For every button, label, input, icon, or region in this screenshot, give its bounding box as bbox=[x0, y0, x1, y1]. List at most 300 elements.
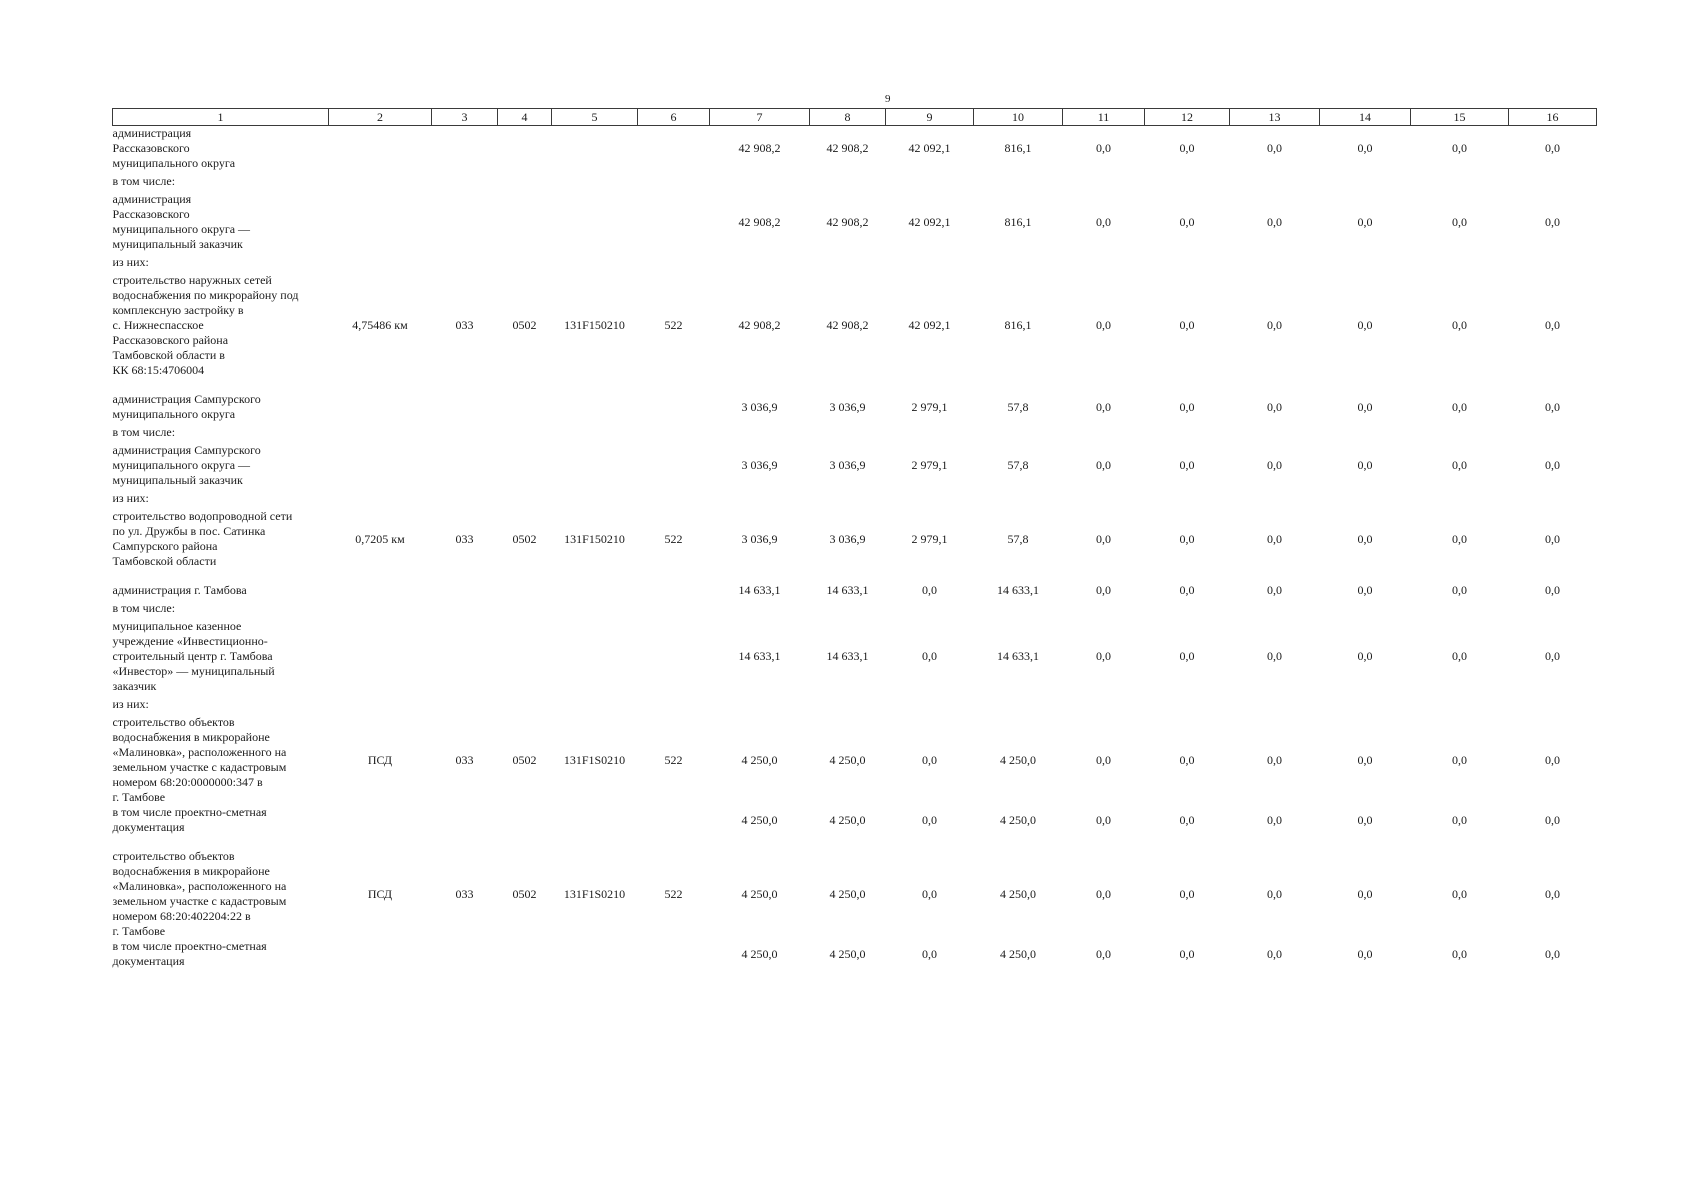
value-cell-col-15: 0,0 bbox=[1452, 531, 1467, 546]
row-name-cell bbox=[113, 583, 329, 598]
row-name-line: Рассказовского bbox=[112, 207, 190, 221]
table-row bbox=[113, 273, 1597, 378]
value-cell-col-13: 0,0 bbox=[1267, 752, 1282, 767]
value-cell-col-5: 131F1S0210 bbox=[563, 886, 626, 901]
value-cell-col-7: 4 250,0 bbox=[741, 886, 778, 901]
row-name-line: документация bbox=[112, 820, 185, 834]
value-cell-col-5 bbox=[552, 192, 638, 252]
row-name-line: строительство объектов bbox=[112, 849, 235, 863]
value-cell-col-13: 0,0 bbox=[1267, 399, 1282, 414]
value-cell-col-2: ПСД bbox=[367, 752, 393, 767]
value-cell-col-4: 0502 bbox=[512, 531, 537, 546]
value-cell-col-9: 0,0 bbox=[922, 946, 937, 961]
row-name-cell bbox=[113, 171, 329, 192]
table-row bbox=[113, 939, 1597, 969]
row-name-line: из них: bbox=[112, 491, 149, 505]
value-cell-col-14: 0,0 bbox=[1357, 649, 1373, 663]
value-cell-col-12: 0,0 bbox=[1179, 752, 1195, 767]
budget-table bbox=[112, 108, 1597, 969]
value-cell-col-4 bbox=[498, 939, 552, 969]
header-cell: 8 bbox=[810, 109, 886, 126]
value-cell-col-8: 3 036,9 bbox=[829, 399, 866, 414]
value-cell-col-13: 0,0 bbox=[1267, 946, 1282, 961]
value-cell-col-8: 4 250,0 bbox=[829, 886, 866, 901]
value-cell-col-5 bbox=[552, 252, 638, 273]
value-cell-col-8: 4 250,0 bbox=[829, 812, 866, 827]
value-cell-col-15 bbox=[1411, 252, 1509, 273]
spacer-row bbox=[113, 378, 1597, 392]
value-cell-col-15: 0,0 bbox=[1452, 141, 1467, 155]
value-cell-col-16 bbox=[1509, 598, 1597, 619]
value-cell-col-13: 0,0 bbox=[1267, 886, 1282, 901]
value-cell-col-10 bbox=[974, 171, 1063, 192]
value-cell-col-9 bbox=[886, 488, 974, 509]
row-name-line: в том числе: bbox=[112, 174, 176, 188]
value-cell-col-9: 0,0 bbox=[922, 649, 937, 663]
value-cell-col-6 bbox=[638, 598, 710, 619]
value-cell-col-4: 0502 bbox=[512, 318, 537, 332]
header-cell: 4 bbox=[498, 109, 552, 126]
value-cell-col-8 bbox=[810, 422, 886, 443]
value-cell-col-8: 14 633,1 bbox=[826, 649, 869, 663]
table-row bbox=[113, 805, 1597, 835]
value-cell-col-12 bbox=[1145, 252, 1230, 273]
value-cell-col-12 bbox=[1145, 422, 1230, 443]
value-cell-col-13 bbox=[1230, 598, 1320, 619]
value-cell-col-10 bbox=[974, 598, 1063, 619]
value-cell-col-16 bbox=[1509, 694, 1597, 715]
value-cell-col-15 bbox=[1411, 694, 1509, 715]
value-cell-col-15: 0,0 bbox=[1452, 458, 1467, 472]
value-cell-col-3 bbox=[432, 443, 498, 488]
value-cell-col-3: 033 bbox=[455, 752, 474, 767]
value-cell-col-3 bbox=[432, 619, 498, 694]
value-cell-col-16: 0,0 bbox=[1545, 752, 1560, 767]
value-cell-col-6 bbox=[638, 192, 710, 252]
value-cell-col-4 bbox=[498, 171, 552, 192]
value-cell-col-8: 3 036,9 bbox=[829, 531, 866, 546]
value-cell-col-3 bbox=[432, 252, 498, 273]
value-cell-col-15: 0,0 bbox=[1452, 946, 1467, 961]
value-cell-col-13: 0,0 bbox=[1267, 812, 1282, 827]
value-cell-col-16: 0,0 bbox=[1545, 214, 1560, 229]
header-cell: 11 bbox=[1063, 109, 1145, 126]
table-row bbox=[113, 392, 1597, 422]
value-cell-col-4 bbox=[498, 392, 552, 422]
table-row bbox=[113, 619, 1597, 694]
value-cell-col-8 bbox=[810, 488, 886, 509]
value-cell-col-7: 4 250,0 bbox=[741, 946, 778, 961]
value-cell-col-7: 3 036,9 bbox=[741, 531, 778, 546]
header-cell: 9 bbox=[886, 109, 974, 126]
value-cell-col-14: 0,0 bbox=[1357, 141, 1373, 155]
value-cell-col-11: 0,0 bbox=[1096, 318, 1111, 332]
value-cell-col-13: 0,0 bbox=[1267, 583, 1282, 597]
value-cell-col-9: 42 092,1 bbox=[908, 318, 951, 332]
value-cell-col-14 bbox=[1320, 171, 1411, 192]
value-cell-col-14: 0,0 bbox=[1357, 752, 1373, 767]
row-name-cell bbox=[113, 805, 329, 835]
value-cell-col-4 bbox=[498, 422, 552, 443]
table-row bbox=[113, 583, 1597, 598]
value-cell-col-3 bbox=[432, 192, 498, 252]
row-name-cell bbox=[113, 273, 329, 378]
row-name-line: с. Нижнеспасское bbox=[112, 318, 204, 332]
value-cell-col-15 bbox=[1411, 488, 1509, 509]
value-cell-col-12 bbox=[1145, 598, 1230, 619]
value-cell-col-3: 033 bbox=[455, 531, 474, 546]
value-cell-col-9: 42 092,1 bbox=[908, 214, 951, 229]
value-cell-col-11: 0,0 bbox=[1096, 946, 1111, 961]
value-cell-col-16: 0,0 bbox=[1545, 886, 1560, 901]
value-cell-col-2 bbox=[329, 488, 432, 509]
value-cell-col-9: 2 979,1 bbox=[911, 531, 948, 546]
value-cell-col-5 bbox=[552, 805, 638, 835]
row-name-line: водоснабжения по микрорайону под bbox=[112, 288, 299, 302]
header-cell: 5 bbox=[552, 109, 638, 126]
header-cell: 3 bbox=[432, 109, 498, 126]
value-cell-col-14: 0,0 bbox=[1357, 531, 1373, 546]
table-body bbox=[113, 126, 1597, 970]
value-cell-col-9: 0,0 bbox=[922, 583, 937, 597]
value-cell-col-11 bbox=[1063, 598, 1145, 619]
row-name-line: администрация bbox=[112, 126, 192, 140]
row-name-line: номером 68:20:0000000:347 в bbox=[112, 775, 263, 789]
value-cell-col-14: 0,0 bbox=[1357, 458, 1373, 472]
subheading-row bbox=[113, 694, 1597, 715]
value-cell-col-12 bbox=[1145, 171, 1230, 192]
value-cell-col-9 bbox=[886, 252, 974, 273]
row-name-line: Рассказовского bbox=[112, 141, 190, 155]
value-cell-col-12: 0,0 bbox=[1179, 141, 1195, 155]
value-cell-col-13: 0,0 bbox=[1267, 531, 1282, 546]
value-cell-col-3 bbox=[432, 598, 498, 619]
table-row bbox=[113, 715, 1597, 805]
row-name-line: КК 68:15:4706004 bbox=[112, 363, 205, 377]
value-cell-col-14 bbox=[1320, 694, 1411, 715]
header-cell: 13 bbox=[1230, 109, 1320, 126]
row-name-line: «Малиновка», расположенного на bbox=[112, 879, 287, 893]
row-name-line: г. Тамбове bbox=[112, 790, 166, 804]
row-name-line: строительство наружных сетей bbox=[112, 273, 272, 287]
value-cell-col-9 bbox=[886, 171, 974, 192]
value-cell-col-3 bbox=[432, 422, 498, 443]
value-cell-col-11: 0,0 bbox=[1096, 812, 1111, 827]
row-name-cell bbox=[113, 694, 329, 715]
value-cell-col-2 bbox=[329, 443, 432, 488]
row-name-cell bbox=[113, 619, 329, 694]
value-cell-col-7: 3 036,9 bbox=[741, 458, 778, 472]
header-cell: 10 bbox=[974, 109, 1063, 126]
value-cell-col-11: 0,0 bbox=[1096, 399, 1111, 414]
value-cell-col-11: 0,0 bbox=[1096, 649, 1111, 663]
row-name-line: водоснабжения в микрорайоне bbox=[112, 730, 270, 744]
value-cell-col-12: 0,0 bbox=[1179, 458, 1195, 472]
value-cell-col-10 bbox=[974, 488, 1063, 509]
value-cell-col-16: 0,0 bbox=[1545, 946, 1560, 961]
value-cell-col-8 bbox=[810, 252, 886, 273]
value-cell-col-8: 4 250,0 bbox=[829, 946, 866, 961]
value-cell-col-5 bbox=[552, 443, 638, 488]
header-cell: 6 bbox=[638, 109, 710, 126]
row-name-cell bbox=[113, 422, 329, 443]
value-cell-col-4: 0502 bbox=[512, 886, 537, 901]
value-cell-col-10 bbox=[974, 252, 1063, 273]
value-cell-col-7 bbox=[710, 252, 810, 273]
value-cell-col-12: 0,0 bbox=[1179, 583, 1195, 597]
value-cell-col-11: 0,0 bbox=[1096, 583, 1111, 597]
value-cell-col-7: 3 036,9 bbox=[741, 399, 778, 414]
row-name-line: муниципального округа bbox=[112, 156, 236, 170]
value-cell-col-11: 0,0 bbox=[1096, 214, 1111, 229]
value-cell-col-13: 0,0 bbox=[1267, 318, 1282, 332]
value-cell-col-12: 0,0 bbox=[1179, 649, 1195, 663]
row-name-cell bbox=[113, 392, 329, 422]
value-cell-col-6: 522 bbox=[664, 318, 683, 332]
value-cell-col-16: 0,0 bbox=[1545, 458, 1560, 472]
row-name-line: г. Тамбове bbox=[112, 924, 166, 938]
value-cell-col-2 bbox=[329, 939, 432, 969]
value-cell-col-15 bbox=[1411, 422, 1509, 443]
value-cell-col-3: 033 bbox=[455, 318, 474, 332]
value-cell-col-7: 4 250,0 bbox=[741, 812, 778, 827]
value-cell-col-11 bbox=[1063, 488, 1145, 509]
value-cell-col-13: 0,0 bbox=[1267, 141, 1282, 155]
value-cell-col-4 bbox=[498, 252, 552, 273]
header-cell: 16 bbox=[1509, 109, 1597, 126]
value-cell-col-11: 0,0 bbox=[1096, 458, 1111, 472]
value-cell-col-16: 0,0 bbox=[1545, 318, 1560, 332]
value-cell-col-6 bbox=[638, 619, 710, 694]
value-cell-col-6 bbox=[638, 805, 710, 835]
value-cell-col-5: 131F150210 bbox=[564, 318, 625, 332]
value-cell-col-3 bbox=[432, 488, 498, 509]
row-name-line: водоснабжения в микрорайоне bbox=[112, 864, 270, 878]
value-cell-col-7: 42 908,2 bbox=[738, 214, 781, 229]
row-name-line: номером 68:20:402204:22 в bbox=[112, 909, 251, 923]
value-cell-col-7 bbox=[710, 171, 810, 192]
row-name-cell bbox=[113, 598, 329, 619]
value-cell-col-5 bbox=[552, 392, 638, 422]
value-cell-col-12 bbox=[1145, 694, 1230, 715]
value-cell-col-4 bbox=[498, 443, 552, 488]
value-cell-col-6 bbox=[638, 939, 710, 969]
value-cell-col-12: 0,0 bbox=[1179, 318, 1195, 332]
value-cell-col-9: 0,0 bbox=[922, 812, 937, 827]
value-cell-col-7: 14 633,1 bbox=[738, 649, 781, 663]
value-cell-col-12: 0,0 bbox=[1179, 886, 1195, 901]
row-name-line: администрация bbox=[112, 192, 192, 206]
value-cell-col-13 bbox=[1230, 252, 1320, 273]
table-row bbox=[113, 849, 1597, 939]
value-cell-col-2 bbox=[329, 392, 432, 422]
value-cell-col-4 bbox=[498, 598, 552, 619]
value-cell-col-4 bbox=[498, 583, 552, 598]
spacer-cell bbox=[113, 569, 1597, 583]
header-cell: 2 bbox=[329, 109, 432, 126]
value-cell-col-5 bbox=[552, 583, 638, 598]
value-cell-col-11: 0,0 bbox=[1096, 886, 1111, 901]
value-cell-col-10: 4 250,0 bbox=[1000, 946, 1036, 961]
row-name-line: Тамбовской области bbox=[112, 554, 217, 568]
value-cell-col-5 bbox=[552, 488, 638, 509]
value-cell-col-7 bbox=[710, 598, 810, 619]
value-cell-col-2 bbox=[329, 126, 432, 172]
value-cell-col-8: 4 250,0 bbox=[829, 752, 866, 767]
row-name-cell bbox=[113, 939, 329, 969]
row-name-cell bbox=[113, 443, 329, 488]
row-name-line: муниципального округа bbox=[112, 407, 236, 421]
value-cell-col-16: 0,0 bbox=[1545, 399, 1560, 414]
value-cell-col-7 bbox=[710, 422, 810, 443]
value-cell-col-11 bbox=[1063, 422, 1145, 443]
value-cell-col-9 bbox=[886, 422, 974, 443]
value-cell-col-2 bbox=[329, 422, 432, 443]
row-name-cell bbox=[113, 849, 329, 939]
value-cell-col-10: 14 633,1 bbox=[997, 649, 1039, 663]
row-name-line: из них: bbox=[112, 697, 149, 711]
row-name-line: комплексную застройку в bbox=[112, 303, 244, 317]
value-cell-col-5 bbox=[552, 171, 638, 192]
table-row bbox=[113, 192, 1597, 252]
header-cell: 1 bbox=[113, 109, 329, 126]
header-cell: 12 bbox=[1145, 109, 1230, 126]
row-name-cell bbox=[113, 192, 329, 252]
row-name-line: Рассказовского района bbox=[112, 333, 229, 347]
row-name-line: администрация Сампурского bbox=[112, 443, 261, 457]
value-cell-col-10: 57,8 bbox=[1007, 458, 1029, 472]
value-cell-col-16: 0,0 bbox=[1545, 141, 1560, 155]
value-cell-col-5 bbox=[552, 694, 638, 715]
row-name-line: учреждение «Инвестиционно- bbox=[112, 634, 268, 648]
spacer-cell bbox=[113, 835, 1597, 849]
value-cell-col-12: 0,0 bbox=[1179, 531, 1195, 546]
row-name-line: строительство объектов bbox=[112, 715, 235, 729]
spacer-row bbox=[113, 835, 1597, 849]
value-cell-col-9: 42 092,1 bbox=[908, 141, 951, 155]
value-cell-col-14: 0,0 bbox=[1357, 583, 1373, 597]
value-cell-col-6 bbox=[638, 583, 710, 598]
value-cell-col-4 bbox=[498, 694, 552, 715]
row-name-line: строительство водопроводной сети bbox=[112, 509, 293, 523]
row-name-line: в том числе проектно-сметная bbox=[112, 805, 267, 819]
value-cell-col-3 bbox=[432, 126, 498, 172]
value-cell-col-4 bbox=[498, 805, 552, 835]
value-cell-col-15 bbox=[1411, 598, 1509, 619]
value-cell-col-5 bbox=[552, 598, 638, 619]
value-cell-col-9: 0,0 bbox=[922, 752, 937, 767]
row-name-line: муниципальное казенное bbox=[112, 619, 242, 633]
value-cell-col-14: 0,0 bbox=[1357, 886, 1373, 901]
value-cell-col-15 bbox=[1411, 171, 1509, 192]
value-cell-col-3: 033 bbox=[455, 886, 474, 901]
value-cell-col-10: 816,1 bbox=[1004, 318, 1032, 332]
value-cell-col-16 bbox=[1509, 488, 1597, 509]
value-cell-col-6: 522 bbox=[664, 752, 683, 767]
value-cell-col-14 bbox=[1320, 488, 1411, 509]
column-number-header bbox=[113, 109, 1597, 126]
value-cell-col-3 bbox=[432, 583, 498, 598]
value-cell-col-5 bbox=[552, 619, 638, 694]
row-name-line: земельном участке с кадастровым bbox=[112, 760, 287, 774]
header-cell: 14 bbox=[1320, 109, 1411, 126]
value-cell-col-16: 0,0 bbox=[1545, 583, 1560, 597]
value-cell-col-15: 0,0 bbox=[1452, 752, 1467, 767]
value-cell-col-7 bbox=[710, 694, 810, 715]
value-cell-col-11: 0,0 bbox=[1096, 752, 1111, 767]
subheading-row bbox=[113, 598, 1597, 619]
value-cell-col-2 bbox=[329, 598, 432, 619]
table-row bbox=[113, 443, 1597, 488]
value-cell-col-13: 0,0 bbox=[1267, 214, 1282, 229]
value-cell-col-10 bbox=[974, 694, 1063, 715]
value-cell-col-9: 2 979,1 bbox=[911, 399, 948, 414]
value-cell-col-15: 0,0 bbox=[1452, 583, 1467, 597]
value-cell-col-10: 57,8 bbox=[1007, 399, 1029, 414]
value-cell-col-2 bbox=[329, 694, 432, 715]
value-cell-col-16: 0,0 bbox=[1545, 812, 1560, 827]
value-cell-col-14: 0,0 bbox=[1357, 812, 1373, 827]
value-cell-col-6 bbox=[638, 252, 710, 273]
value-cell-col-14 bbox=[1320, 422, 1411, 443]
value-cell-col-5 bbox=[552, 422, 638, 443]
value-cell-col-3 bbox=[432, 171, 498, 192]
value-cell-col-15: 0,0 bbox=[1452, 399, 1467, 414]
value-cell-col-6 bbox=[638, 171, 710, 192]
value-cell-col-6 bbox=[638, 422, 710, 443]
value-cell-col-16: 0,0 bbox=[1545, 649, 1560, 663]
row-name-line: строительный центр г. Тамбова bbox=[112, 649, 273, 663]
value-cell-col-13 bbox=[1230, 422, 1320, 443]
table-row bbox=[113, 509, 1597, 569]
value-cell-col-11: 0,0 bbox=[1096, 531, 1111, 546]
row-name-cell bbox=[113, 715, 329, 805]
value-cell-col-5: 131F1S0210 bbox=[563, 752, 626, 767]
value-cell-col-8: 3 036,9 bbox=[829, 458, 866, 472]
value-cell-col-4 bbox=[498, 619, 552, 694]
value-cell-col-4 bbox=[498, 488, 552, 509]
value-cell-col-11 bbox=[1063, 171, 1145, 192]
value-cell-col-9: 2 979,1 bbox=[911, 458, 948, 472]
value-cell-col-8 bbox=[810, 598, 886, 619]
value-cell-col-10: 57,8 bbox=[1007, 531, 1029, 546]
spacer-cell bbox=[113, 378, 1597, 392]
value-cell-col-7: 42 908,2 bbox=[738, 318, 781, 332]
value-cell-col-8: 42 908,2 bbox=[826, 214, 869, 229]
row-name-line: муниципального округа — bbox=[112, 458, 251, 472]
row-name-line: муниципальный заказчик bbox=[112, 237, 243, 251]
value-cell-col-16 bbox=[1509, 171, 1597, 192]
row-name-line: в том числе: bbox=[112, 601, 176, 615]
value-cell-col-12: 0,0 bbox=[1179, 946, 1195, 961]
value-cell-col-14 bbox=[1320, 252, 1411, 273]
value-cell-col-11 bbox=[1063, 694, 1145, 715]
value-cell-col-5 bbox=[552, 126, 638, 172]
value-cell-col-16 bbox=[1509, 252, 1597, 273]
table-row bbox=[113, 126, 1597, 172]
value-cell-col-10: 4 250,0 bbox=[1000, 886, 1036, 901]
value-cell-col-14: 0,0 bbox=[1357, 214, 1373, 229]
row-name-line: по ул. Дружбы в пос. Сатинка bbox=[112, 524, 266, 538]
row-name-cell bbox=[113, 126, 329, 172]
value-cell-col-15: 0,0 bbox=[1452, 214, 1467, 229]
value-cell-col-8 bbox=[810, 171, 886, 192]
value-cell-col-13: 0,0 bbox=[1267, 649, 1282, 663]
value-cell-col-2 bbox=[329, 192, 432, 252]
value-cell-col-15: 0,0 bbox=[1452, 812, 1467, 827]
value-cell-col-16: 0,0 bbox=[1545, 531, 1560, 546]
value-cell-col-2: 0,7205 км bbox=[355, 531, 405, 546]
